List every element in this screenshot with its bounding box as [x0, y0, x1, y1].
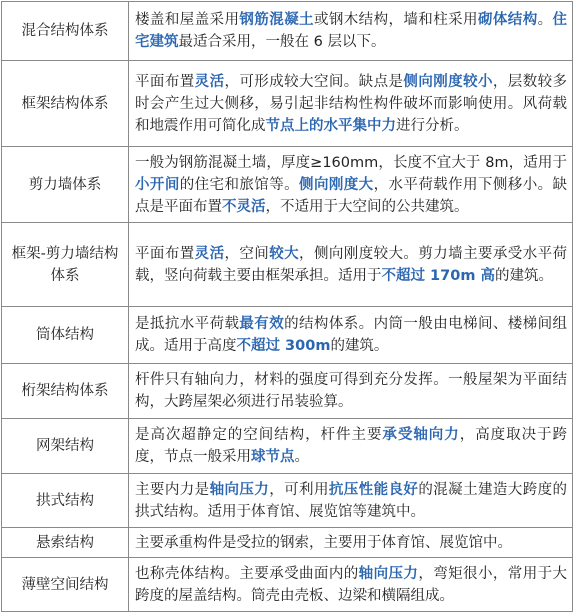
structure-system-table [1, 1, 573, 612]
structure-type-cell: 混合结构体系 [2, 2, 129, 61]
description-text: 主要承重构件是受拉的钢索，主要用于体育馆、展览馆中。 [135, 534, 512, 551]
structure-type-cell: 拱式结构 [2, 474, 129, 528]
highlighted-phrase: 节点上的水平集中力 [265, 117, 396, 134]
description-text: 的建筑。 [494, 267, 553, 284]
highlighted-phrase: 承受轴向力 [382, 427, 460, 443]
table-row [2, 223, 573, 307]
description-text: 是抵抗水平荷载 [135, 316, 240, 332]
structure-type-cell: 桁架结构体系 [2, 364, 129, 419]
description-text: 。 [294, 449, 309, 465]
highlighted-phrase: 侧向刚度大 [299, 176, 374, 193]
structure-type-cell: 筒体结构 [2, 307, 129, 364]
description-text: 平面布置 [135, 245, 195, 262]
structure-description-cell [129, 147, 573, 223]
highlighted-phrase: 轴向压力 [358, 565, 419, 582]
table-row [2, 2, 573, 61]
description-text: ，空间 [224, 245, 270, 262]
structure-description-cell [129, 364, 573, 419]
table-row [2, 147, 573, 223]
highlighted-phrase: 灵活 [194, 245, 225, 262]
highlighted-phrase: 钢筋混凝土 [239, 12, 314, 28]
structure-type-cell: 框架结构体系 [2, 61, 129, 147]
structure-description-cell [129, 528, 573, 558]
highlighted-phrase: 不超过 300m [236, 338, 331, 354]
structure-description-cell [129, 474, 573, 528]
structure-description-cell [129, 558, 573, 612]
highlighted-phrase: 灵活 [194, 73, 225, 90]
description-text: 或钢木结构，墙和柱采用 [313, 12, 478, 28]
highlighted-phrase: 抗压性能良好 [328, 481, 419, 498]
structure-type-cell: 悬索结构 [2, 528, 129, 558]
table-row [2, 307, 573, 364]
table-row [2, 558, 573, 612]
highlighted-phrase: 侧向刚度较小 [403, 73, 493, 90]
description-text: 最适合采用，一般在 6 层以下。 [178, 34, 386, 50]
description-text: ，层数较多时会产生过大侧移，易引起非结构性构件破坏而影响使用。风荷载和地震作用可简化成 [135, 73, 568, 134]
description-text: ，可形成较大空间。缺点是 [224, 73, 404, 90]
table-row [2, 364, 573, 419]
highlighted-phrase: 住宅建筑 [135, 12, 568, 50]
description-text: 主要内力是 [135, 481, 210, 498]
structure-type-cell: 框架-剪力墙结构体系 [2, 223, 129, 307]
description-text: 的建筑。 [330, 338, 389, 354]
highlighted-phrase: 轴向压力 [209, 481, 270, 498]
description-text: ，弯矩很小，常用于大跨度的屋盖结构。筒壳由壳板、边梁和横隔组成。 [135, 565, 568, 604]
structure-description-cell [129, 307, 573, 364]
highlighted-phrase: 砌体结构 [477, 12, 538, 28]
description-text: 的住宅和旅馆等。 [179, 176, 300, 193]
structure-type-cell: 薄壁空间结构 [2, 558, 129, 612]
description-text: ，水平荷载作用下侧移小。缺点是平面布置 [135, 176, 568, 215]
highlighted-phrase: 球节点 [251, 449, 295, 465]
description-text: 。 [537, 12, 553, 28]
structure-type-cell: 剪力墙体系 [2, 147, 129, 223]
description-text: 楼盖和屋盖采用 [135, 12, 240, 28]
highlighted-phrase: 小开间 [135, 176, 180, 193]
structure-description-cell [129, 2, 573, 61]
description-text: 平面布置 [135, 73, 195, 90]
description-text: 的结构体系。内筒一般由电梯间、楼梯间组成。适用于高度 [135, 316, 568, 354]
description-text: 也称壳体结构。主要承受曲面内的 [135, 565, 359, 582]
description-text: 是高次超静定的空间结构，杆件主要 [135, 427, 383, 443]
highlighted-phrase: 不超过 170m 高 [381, 267, 495, 284]
description-text: ，侧向刚度较大。剪力墙主要承受水平荷载，竖向荷载主要由框架承担。适用于 [135, 245, 568, 284]
description-text: ，不适用于大空间的公共建筑。 [265, 198, 469, 215]
table-row [2, 419, 573, 474]
highlighted-phrase: 最有效 [239, 316, 285, 332]
description-text: 杆件只有轴向力，材料的强度可得到充分发挥。一般屋架为平面结构，大跨屋架必须进行吊装验算。 [135, 372, 567, 410]
description-text: 的混凝土建造大跨度的拱式结构。适用于体育馆、展览馆等建筑中。 [135, 481, 568, 520]
table-row [2, 474, 573, 528]
highlighted-phrase: 较大 [269, 245, 300, 262]
description-text: 一般为钢筋混凝土墙，厚度≥160mm，长度不宜大于 8m，适用于 [135, 154, 567, 171]
structure-description-cell [129, 419, 573, 474]
structure-description-cell [129, 61, 573, 147]
structure-type-cell: 网架结构 [2, 419, 129, 474]
description-text: ，可利用 [269, 481, 329, 498]
structure-description-cell [129, 223, 573, 307]
description-text: ，高度取决于跨度，节点一般采用 [135, 427, 568, 465]
highlighted-phrase: 不灵活 [222, 198, 266, 215]
table-row [2, 61, 573, 147]
description-text: 进行分析。 [396, 117, 469, 134]
table-row [2, 528, 573, 558]
